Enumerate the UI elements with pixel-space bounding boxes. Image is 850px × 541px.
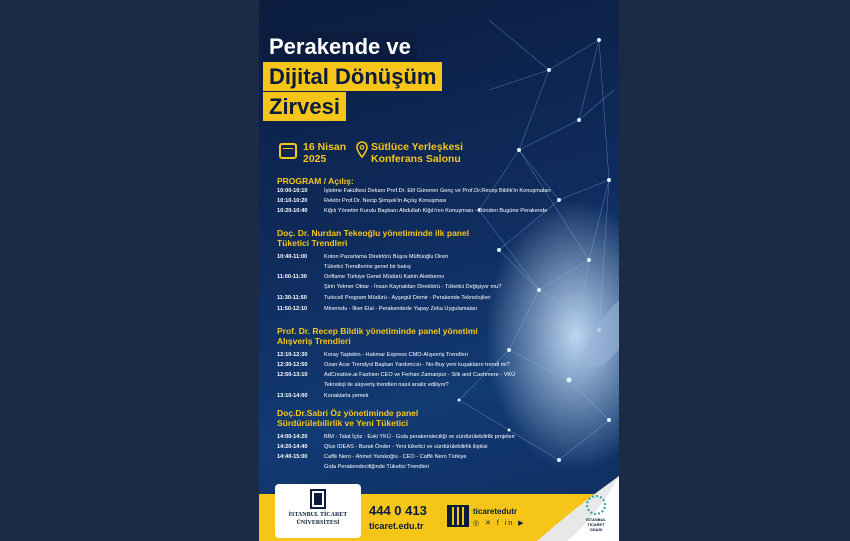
schedule-text: AdCreative.ai Fashion CEO ve Ferhan Zamanpur - Silk and Cashmere - VKÜ [324,372,516,378]
schedule-text: Qlux IDEAS - Burak Önder - Yeni tüketici ve sürdürülebilirlik ilişkisi [324,444,488,450]
title-line-2: Dijital Dönüşüm [263,62,442,91]
title-line-3: Zirvesi [263,92,346,121]
schedule-row [277,463,429,472]
badge-line: ODASI [589,527,603,532]
schedule-row [277,197,447,206]
university-name [275,511,361,527]
venue-hall: Konferans Salonu [371,153,461,165]
schedule-row [277,443,488,452]
schedule-text: Kiğılı Yönetim Kurulu Başkanı Abdullah Kiğılı'nın Konuşması - Dünden Bugüne Perakende [324,208,548,214]
section-heading-panel-1 [277,228,469,248]
schedule-row [277,294,491,303]
location-pin-icon [356,141,368,159]
chamber-name [579,517,613,532]
schedule-row [277,453,467,462]
schedule-row [277,381,449,390]
schedule-text: Konaklarla yemek [324,393,369,399]
chamber-logo [579,495,613,532]
schedule-time: 14:00-14:20 [277,434,308,440]
heading-line: Prof. Dr. Recep Bildik yönetiminde panel yönetimi [277,326,478,336]
schedule-time: 12:50-13:10 [277,372,308,378]
schedule-text: Teknoloji ile alışveriş trendleri nasıl analiz ediliyor? [324,382,449,388]
schedule-time: 12:10-12:30 [277,352,308,358]
schedule-text: Caffè Nero - Ahmet Yanıkoğlu - CEO - Caffè Nero Türkiye [324,454,467,460]
schedule-time: 14:20-14:40 [277,444,308,450]
title-line-1: Perakende ve [263,32,417,61]
schedule-text: Koray Taştekin - Hakmar Express CMO-Alışveriş Trendleri [324,352,468,358]
schedule-row [277,361,510,370]
schedule-text: Mineredu - İlker Elal - Perakendede Yapay Zeka Uygulamaları [324,306,478,312]
phone-number[interactable]: 444 0 413 [369,503,427,518]
schedule-text: Ozan Acar Trendyol Başkan Yardımcısı - No-Buy yeni kuşakların trendi mi? [324,362,510,368]
schedule-row [277,433,515,442]
schedule-text: Şirin Yelmer Oktar - İnsan Kaynakları Direktörü - Tüketici Değişiyor mu? [324,284,502,290]
social-handle[interactable]: ticaretedutr [473,507,518,516]
schedule-text: Koton Pazarlama Direktörü Büşra Müftüoğlu Diren [324,254,449,260]
schedule-row [277,253,448,262]
schedule-time: 11:00-11:30 [277,274,307,280]
heading-line: Doç.Dr.Sabri Öz yönetiminde panel [277,408,419,418]
schedule-row [277,263,411,272]
heading-line: Alışveriş Trendleri [277,336,351,346]
schedule-row [277,351,468,360]
schedule-row [277,392,368,401]
qr-code-icon [447,505,469,527]
schedule-time: 10:40-11:00 [277,254,308,260]
event-venue [371,141,463,165]
schedule-row [277,283,501,292]
heading-line: Doç. Dr. Nurdan Tekeoğlu yönetiminde ilk panel [277,228,470,238]
schedule-time: 12:30-12:50 [277,362,308,368]
schedule-text: Rektör Prof.Dr. Necip Şimşek'in Açılış Konuşması [324,198,447,204]
heading-line: Sürdürülebilirlik ve Yeni Tüketici [277,418,409,428]
badge-line: TİCARET [587,522,605,527]
schedule-text: Oriflame Türkiye Genel Müdürü Katrin Alekberov [324,274,445,280]
section-heading-panel-2 [277,326,478,346]
schedule-row [277,207,547,216]
logo-line: İSTANBUL TİCARET [288,512,348,518]
schedule-text: Gıda Perakendeciliğinde Tüketici Trendleri [324,464,429,470]
schedule-text: Turkcell Program Müdürü - Ayşegül Demir - Perakende Teknolojileri [324,295,491,301]
event-poster [259,0,619,541]
section-heading-opening: PROGRAM / Açılış: [277,176,354,186]
schedule-time: 10:00-10:10 [277,188,308,194]
schedule-time: 14:40-15:00 [277,454,308,460]
university-logo [275,484,361,538]
chamber-emblem-icon [586,495,606,515]
schedule-time: 11:30-11:50 [277,295,307,301]
venue-name: Sütlüce Yerleşkesi [371,141,464,153]
university-emblem-icon [310,489,326,509]
heading-line: Tüketici Trendleri [277,238,348,248]
website-link[interactable]: ticaret.edu.tr [369,521,424,531]
date-year: 2025 [303,153,327,165]
section-heading-panel-3 [277,408,418,428]
schedule-row [277,187,551,196]
schedule-time: 10:20-10:40 [277,208,308,214]
schedule-text: İşletme Fakültesi Dekanı Prof.Dr. Elif Güneren Genç ve Prof.Dr.Recep Bildik'in Konuşmaları [324,188,551,194]
schedule-time: 11:50-12:10 [277,306,308,312]
badge-line: İSTANBUL [586,517,606,522]
calendar-icon [279,143,297,159]
schedule-time: 13:10-14:00 [277,393,308,399]
logo-line: ÜNİVERSİTESİ [296,520,340,526]
schedule-row [277,305,477,314]
date-day: 16 Nisan [303,141,347,153]
social-icons[interactable]: ◎ ✕ f in ▶ [473,520,526,527]
schedule-text: Tüketici Trendlerine genel bir bakış [324,264,411,270]
schedule-time: 10:10-10:20 [277,198,308,204]
event-date [303,141,346,165]
schedule-text: BİM - Talat İçöz - Eski YKÜ - Gıda perakendeciliği ve sürdürülebilirlik projeleri [324,434,515,440]
schedule-row [277,273,444,282]
schedule-row [277,371,515,380]
